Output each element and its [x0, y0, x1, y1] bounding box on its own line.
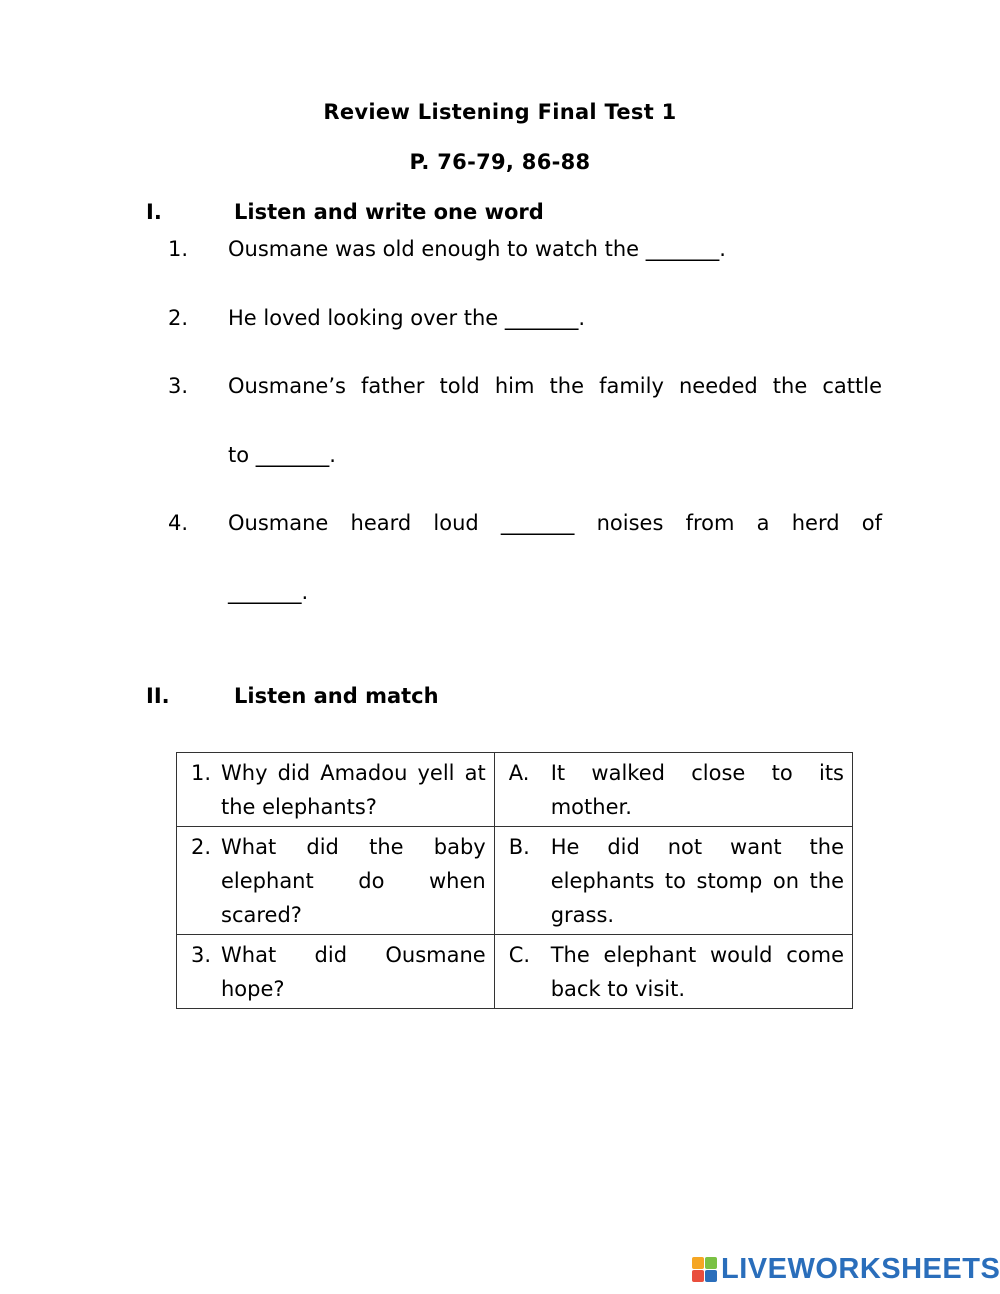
question-4-continued: _______. — [228, 580, 309, 604]
question-cell — [177, 935, 495, 1009]
item-text: What did Ousmane hope? — [221, 943, 486, 1001]
item-number: 2. — [191, 835, 212, 859]
question-cell — [177, 827, 495, 935]
table-row — [177, 827, 853, 935]
logo-square — [705, 1270, 717, 1282]
question-text: Ousmane was old enough to watch the _______. — [228, 237, 726, 261]
section-number: I. — [146, 200, 162, 224]
logo-square — [692, 1257, 704, 1269]
answer-cell — [494, 827, 852, 935]
item-letter: B. — [508, 835, 530, 859]
logo-icon — [692, 1257, 717, 1282]
question-text: Ousmane’s father told him the family needed the cattle — [228, 374, 882, 398]
logo-square — [692, 1270, 704, 1282]
item-number: 1. — [191, 761, 212, 785]
section-title: Listen and match — [234, 684, 439, 708]
item-text: The elephant would come back to visit. — [550, 943, 844, 1001]
question-3-continued: to _______. — [228, 443, 336, 467]
question-text: He loved looking over the _______. — [228, 306, 586, 330]
item-letter: C. — [508, 943, 531, 967]
item-text: What did the baby elephant do when scared? — [221, 835, 486, 927]
section-number: II. — [146, 684, 170, 708]
section-title: Listen and write one word — [234, 200, 544, 224]
page-reference: P. 76-79, 86-88 — [409, 150, 591, 174]
liveworksheets-logo — [692, 1253, 1000, 1286]
item-letter: A. — [508, 761, 530, 785]
logo-text: LIVEWORKSHEETS — [721, 1253, 1000, 1285]
table-row — [177, 753, 853, 827]
question-number: 3. — [168, 374, 189, 398]
item-text: He did not want the elephants to stomp on the grass. — [550, 835, 844, 927]
answer-cell — [494, 935, 852, 1009]
question-1 — [168, 237, 882, 261]
question-3 — [168, 374, 882, 398]
item-number: 3. — [191, 943, 212, 967]
worksheet-title: Review Listening Final Test 1 — [323, 100, 677, 124]
logo-square — [705, 1257, 717, 1269]
item-text: Why did Amadou yell at the elephants? — [221, 761, 486, 819]
question-number: 4. — [168, 511, 189, 535]
item-text: It walked close to its mother. — [550, 761, 844, 819]
question-number: 1. — [168, 237, 189, 261]
question-text: Ousmane heard loud _______ noises from a herd of — [228, 511, 882, 535]
question-2 — [168, 306, 882, 330]
section-1-heading — [146, 200, 544, 224]
matching-table — [176, 752, 853, 1009]
question-4 — [168, 511, 882, 535]
section-2-heading — [146, 684, 439, 708]
answer-cell — [494, 753, 852, 827]
question-cell — [177, 753, 495, 827]
question-number: 2. — [168, 306, 189, 330]
table-row — [177, 935, 853, 1009]
